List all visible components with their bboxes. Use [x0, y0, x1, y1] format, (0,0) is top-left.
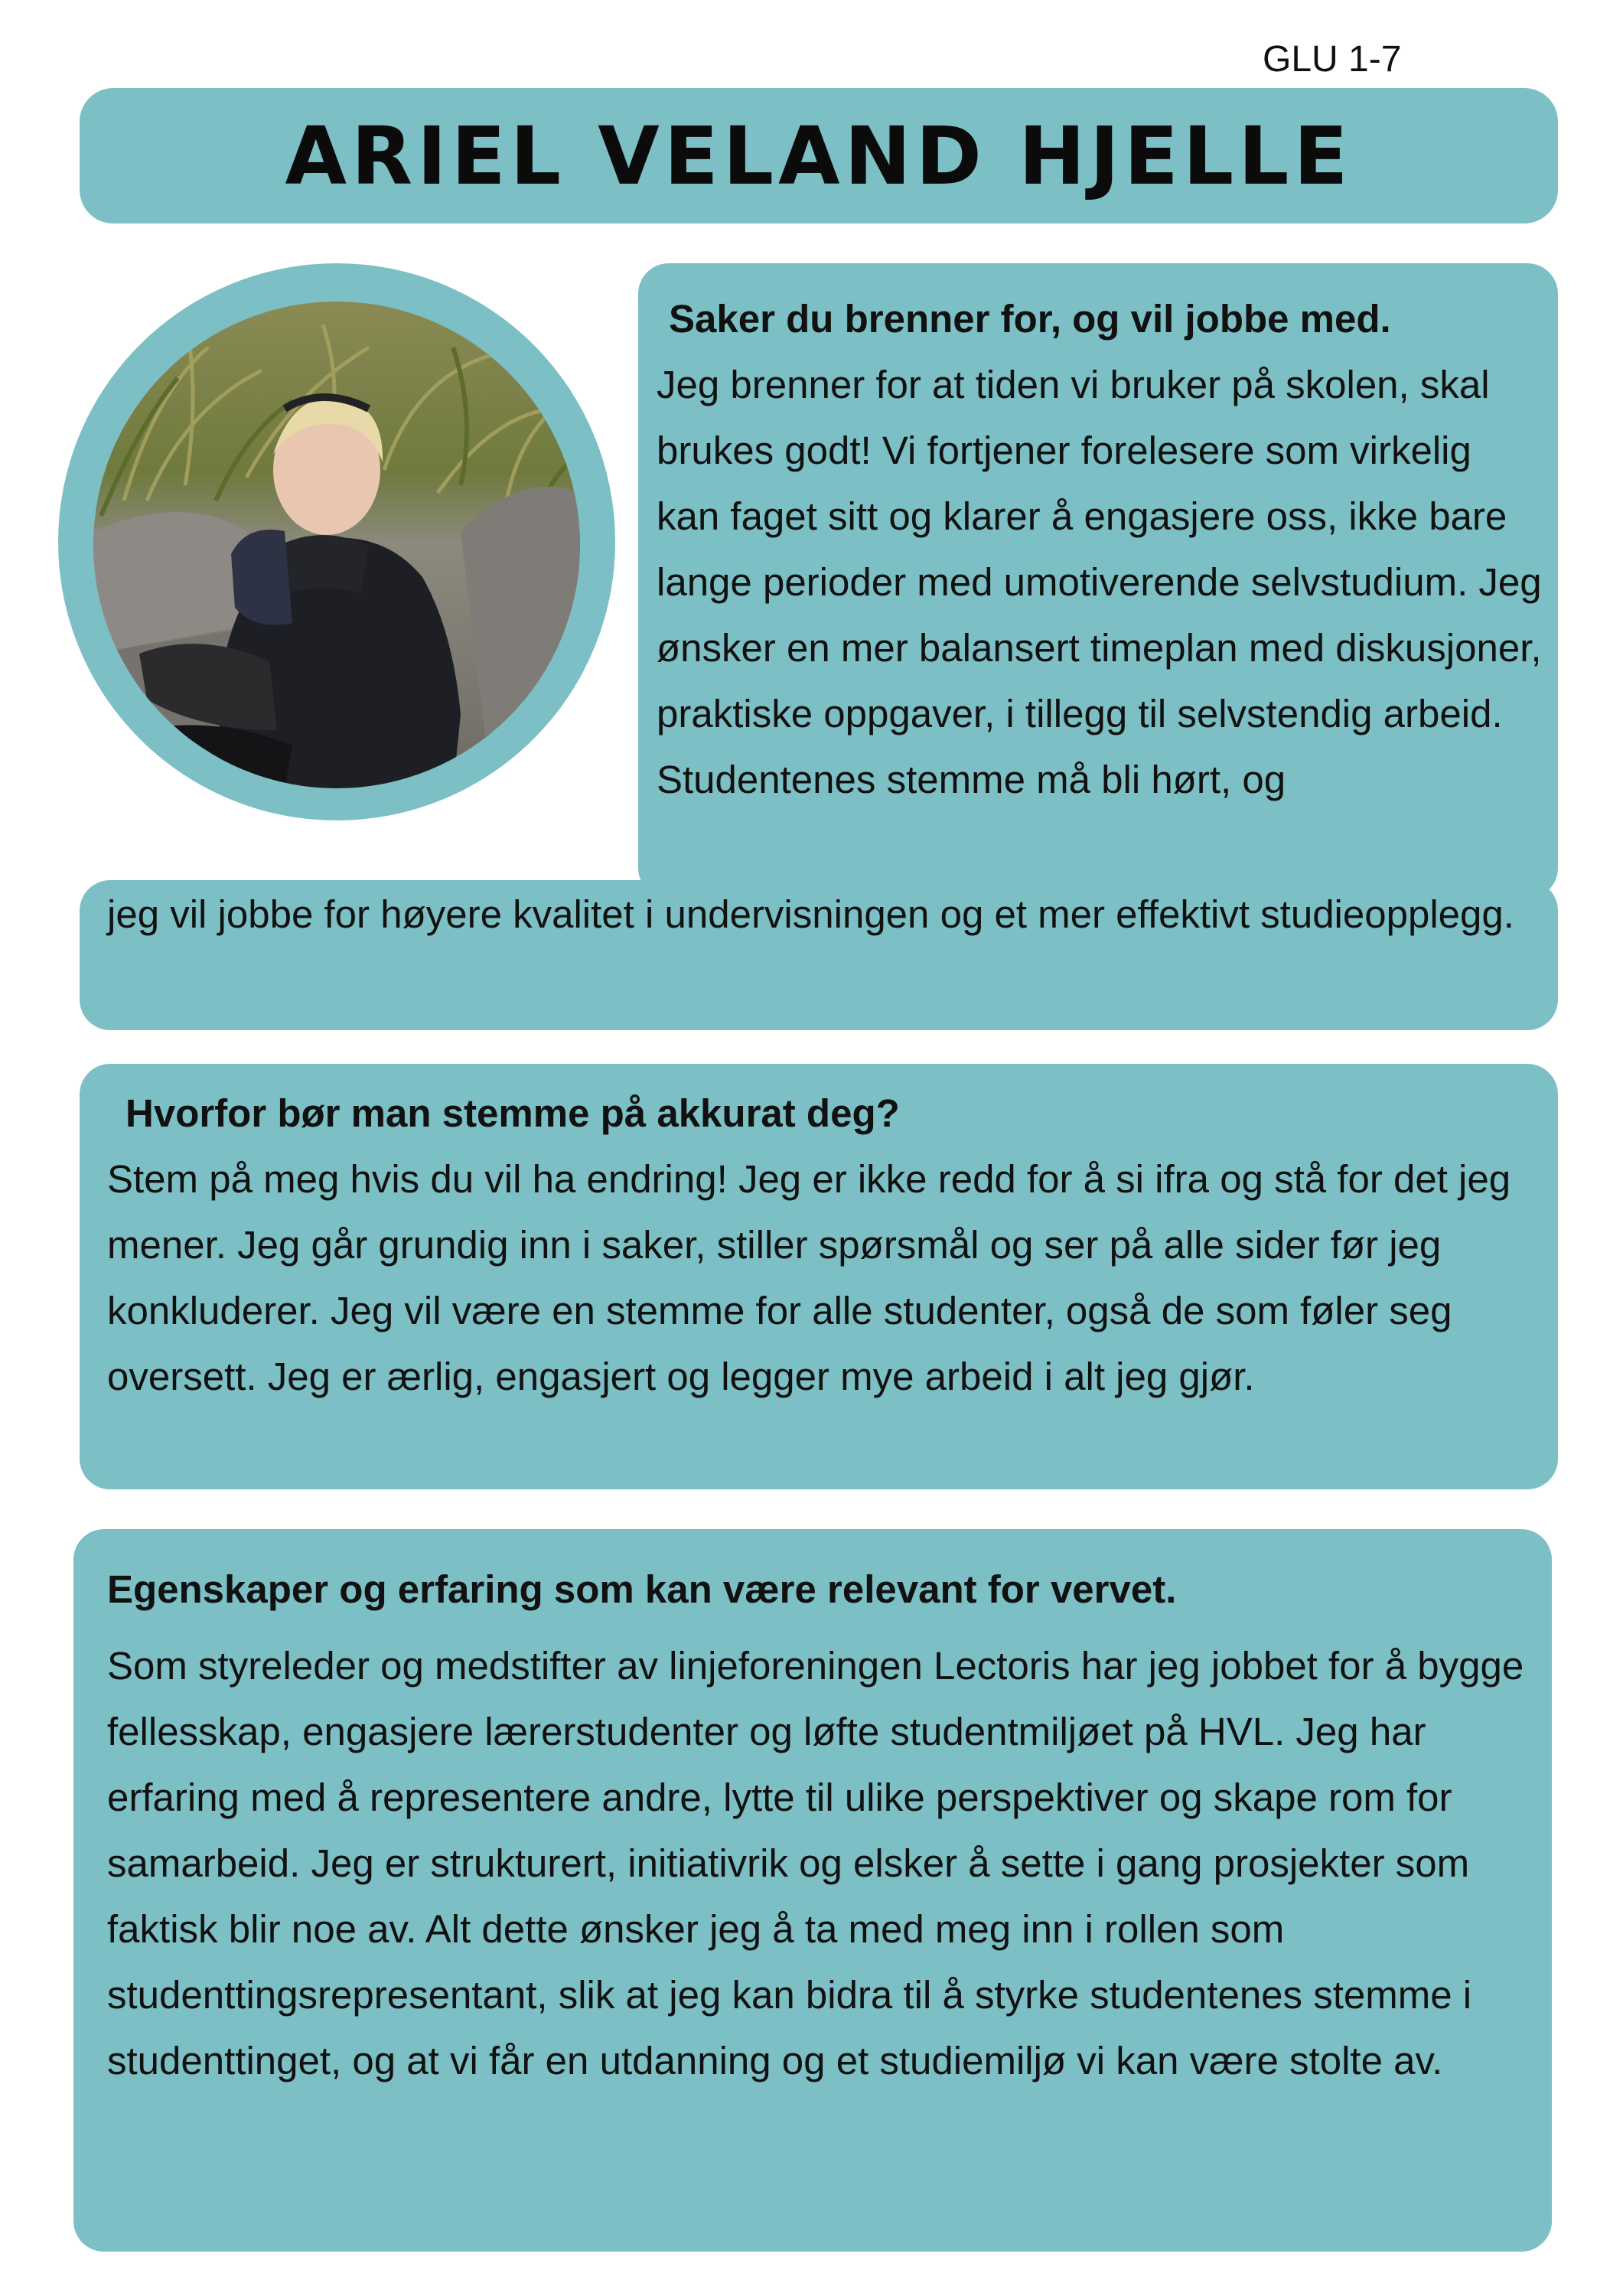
class-tag: GLU 1-7 — [1263, 39, 1402, 80]
profile-photo-image — [93, 302, 580, 788]
profile-photo — [93, 302, 580, 788]
why-vote-section — [107, 1081, 1535, 1410]
why-vote-heading: Hvorfor bør man stemme på akkurat deg? — [125, 1091, 900, 1135]
qualifications-section — [107, 1557, 1529, 2094]
issues-heading: Saker du brenner for, og vil jobbe med. — [669, 297, 1391, 341]
candidate-name: ARIEL VELAND HJELLE — [285, 109, 1353, 203]
qualifications-heading: Egenskaper og erfaring som kan være relevant for vervet. — [107, 1567, 1177, 1611]
profile-photo-frame — [58, 263, 615, 820]
why-vote-text: Stem på meg hvis du vil ha endring! Jeg er ikke redd for å si ifra og stå for det jeg mener. Jeg går grundig inn i saker, stiller spørsmål og ser på alle sider før jeg konkluderer. Jeg vil være en stemme for alle studenter, også de som føler seg oversett. Jeg er ærlig, engasjert og legger mye arbeid i alt jeg gjør. — [107, 1157, 1511, 1398]
qualifications-box — [73, 1529, 1552, 2252]
why-vote-box — [80, 1064, 1558, 1489]
issues-text: Jeg brenner for at tiden vi bruker på skolen, skal brukes godt! Vi fortjener forelesere som virkelig kan faget sitt og klarer å engasjere oss, ikke bare lange perioder med umotiverende selvstudium. Jeg ønsker en mer balansert timeplan med diskusjoner, praktiske oppgaver, i tillegg til selvstendig arbeid. Studentenes stemme må bli hørt, og — [657, 363, 1542, 801]
issues-text-continued: jeg vil jobbe for høyere kvalitet i undervisningen og et mer effektivt studieopplegg. — [107, 892, 1514, 936]
issues-section — [657, 286, 1544, 813]
qualifications-text: Som styreleder og medstifter av linjeforeningen Lectoris har jeg jobbet for å bygge fellesskap, engasjere lærerstudenter og løfte studentmiljøet på HVL. Jeg har erfaring med å representere andre, lytte til ulike perspektiver og skape rom for samarbeid. Jeg er strukturert, initiativrik og elsker å sette i gang prosjekter som faktisk blir noe av. Alt dette ønsker jeg å ta med meg inn i rollen som studenttingsrepresentant, slik at jeg kan bidra til å styrke studentenes stemme i studenttinget, og at vi får en utdanning og et studiemiljø vi kan være stolte av. — [107, 1644, 1524, 2082]
name-banner — [80, 88, 1558, 223]
